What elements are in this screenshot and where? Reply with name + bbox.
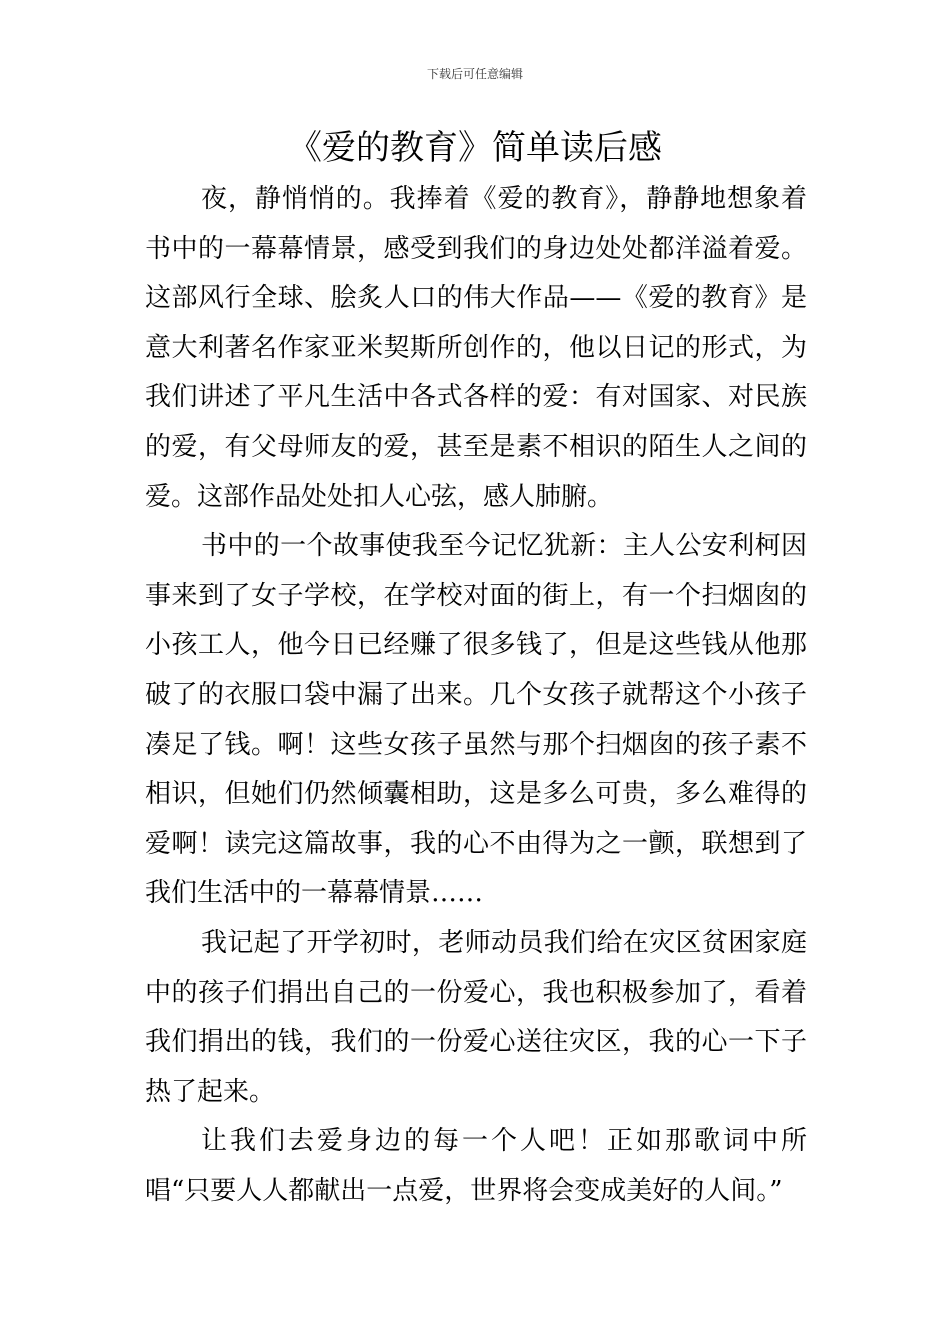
document-title: 《爱的教育》简单读后感 xyxy=(288,128,662,168)
paragraph-4: 让我们去爱身边的每一个人吧！正如那歌词中所唱“只要人人都献出一点爱，世界将会变成美好的人间。” xyxy=(145,1126,807,1206)
paragraph-1: 夜，静悄悄的。我捧着《爱的教育》，静静地想象着书中的一幕幕情景，感受到我们的身边处处都洋溢着爱。这部风行全球、脍炙人口的伟大作品——《爱的教育》是意大利著名作家亚米契斯所创作的，他以日记的形式，为我们讲述了平凡生活中各式各样的爱：有对国家、对民族的爱，有父母师友的爱，甚至是素不相识的陌生人之间的爱。这部作品处处扣人心弦，感人肺腑。 xyxy=(145,184,807,512)
paragraph-2: 书中的一个故事使我至今记忆犹新：主人公安利柯因事来到了女子学校，在学校对面的街上，有一个扫烟囱的小孩工人，他今日已经赚了很多钱了，但是这些钱从他那破了的衣服口袋中漏了出来。几个女孩子就帮这个小孩子凑足了钱。啊！这些女孩子虽然与那个扫烟囱的孩子素不相识，但她们仍然倾囊相助，这是多么可贵，多么难得的爱啊！读完这篇故事，我的心不由得为之一颤，联想到了我们生活中的一幕幕情景…… xyxy=(145,531,807,909)
paragraph-3: 我记起了开学初时，老师动员我们给在灾区贫困家庭中的孩子们捐出自己的一份爱心，我也积极参加了，看着我们捐出的钱，我们的一份爱心送往灾区，我的心一下子热了起来。 xyxy=(145,927,807,1107)
document-body xyxy=(145,175,807,1216)
header-note: 下载后可任意编辑 xyxy=(426,67,523,81)
